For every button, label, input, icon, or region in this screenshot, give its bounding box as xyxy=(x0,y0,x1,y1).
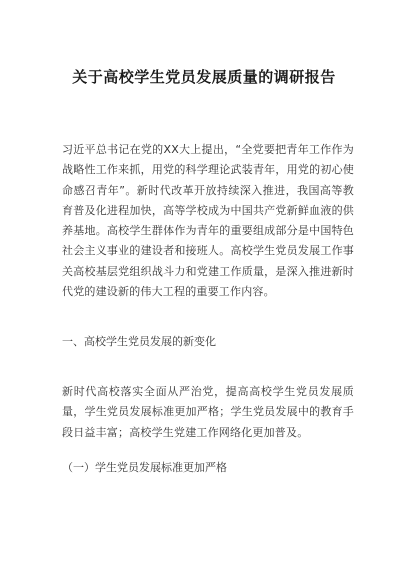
section-heading: 一、高校学生党员发展的新变化 xyxy=(62,335,216,348)
subsection-heading: （一）学生党员发展标准更加严格 xyxy=(62,461,227,474)
document-title: 关于高校学生党员发展质量的调研报告 xyxy=(72,68,336,86)
intro-paragraph: 习近平总书记在党的XX大上提出，“全党要把青年工作作为战略性工作来抓，用党的科学理论武装青年，用党的初心使命感召青年”。新时代改革开放持续深入推进，我国高等教育普及化进程加快，高等学校成为中国共产党新鲜血液的供养基地。高校学生群体作为青年的重要组成部分是中国特色社会主义事业的建设者和接班人。高校学生党员发展工作事关高校基层党组织战斗力和党建工作质量，是深入推进新时代党的建设新的伟大工程的重要工作内容。 xyxy=(62,143,354,299)
section-paragraph: 新时代高校落实全面从严治党，提高高校学生党员发展质量，学生党员发展标准更加严格；学生党员发展中的教育手段日益丰富；高校学生党建工作网络化更加普及。 xyxy=(62,385,354,439)
